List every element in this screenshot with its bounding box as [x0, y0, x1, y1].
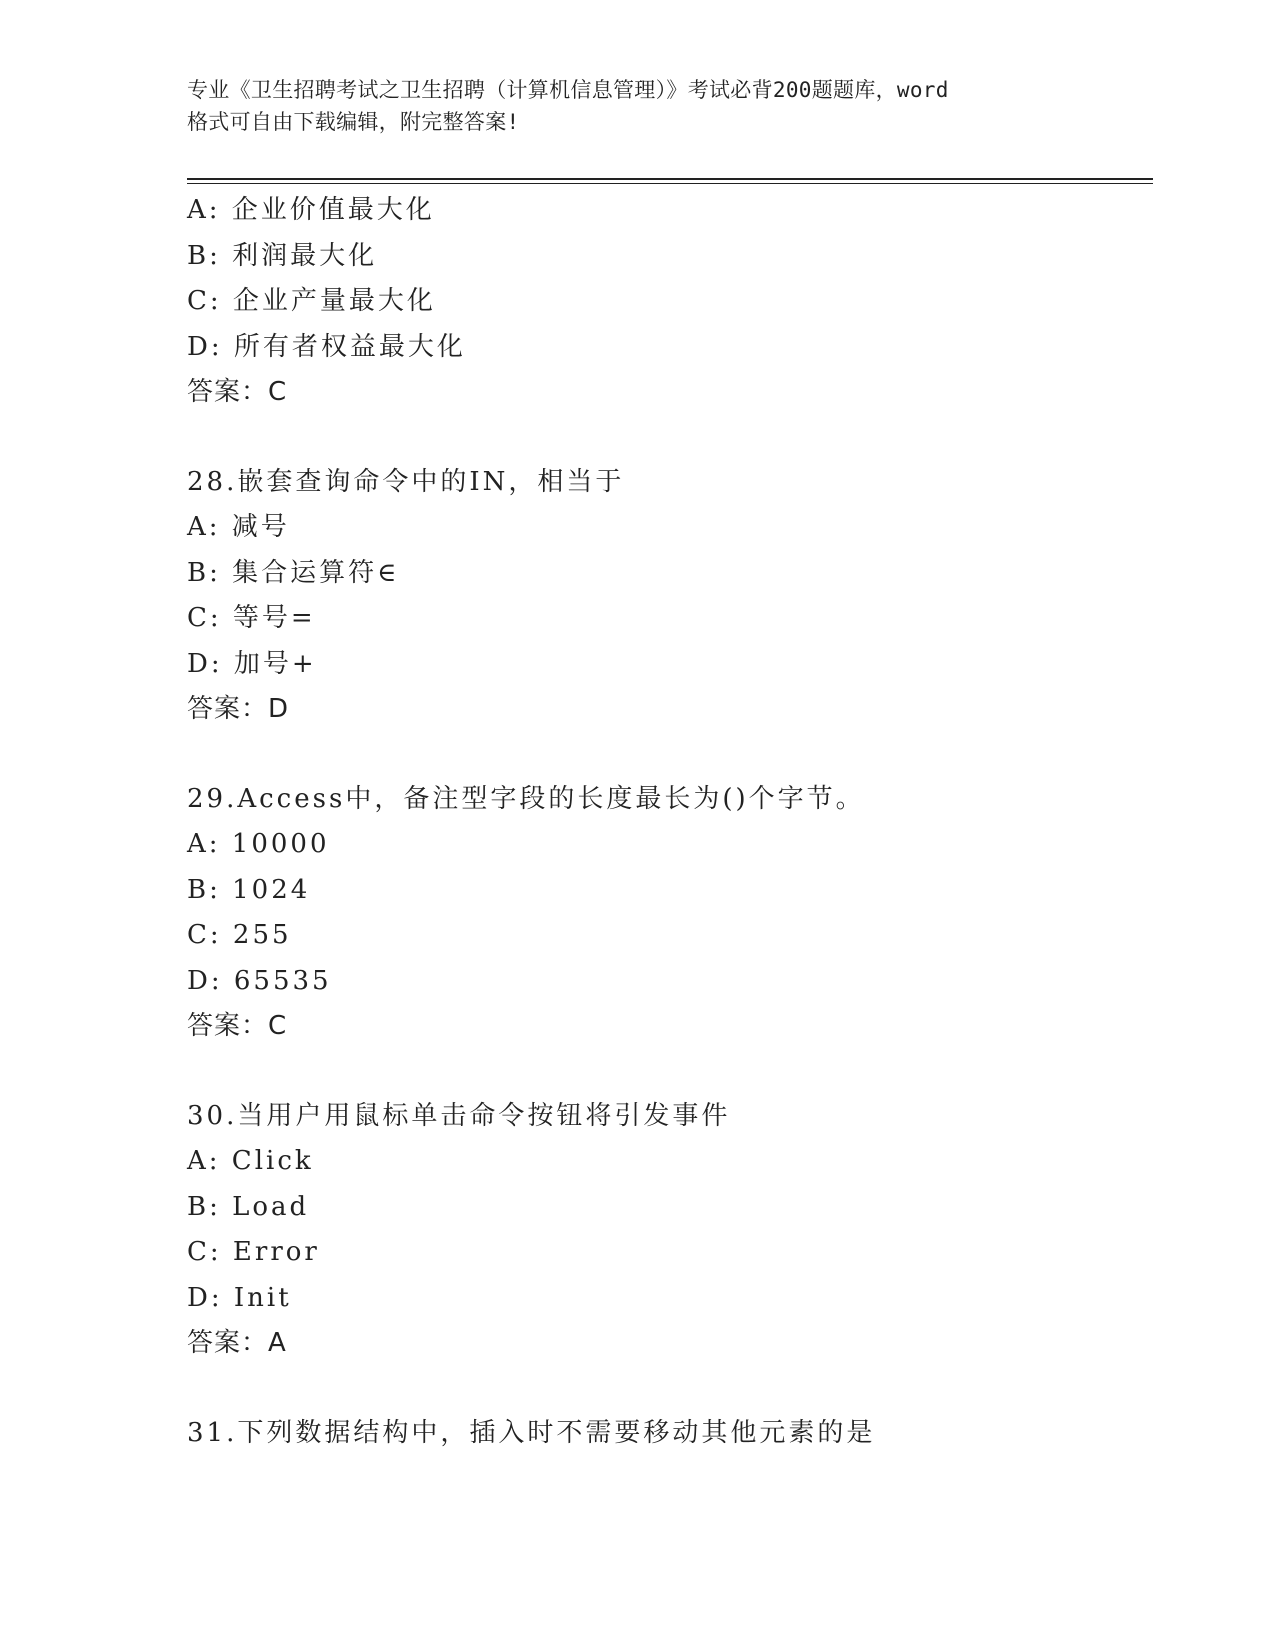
option-a: A: 企业价值最大化 — [187, 195, 435, 225]
option-c: C: 255 — [187, 920, 292, 950]
question-block — [187, 777, 1147, 1050]
option-c: C: Error — [187, 1237, 320, 1267]
question-block — [187, 1411, 1147, 1457]
option-d: D: 加号+ — [187, 648, 317, 679]
option-c: C: 等号= — [187, 603, 316, 633]
answer-line: 答案：A — [187, 1328, 287, 1358]
question-text: 30.当用户用鼠标单击命令按钮将引发事件 — [187, 1100, 731, 1131]
header-line-2: 格式可自由下载编辑，附完整答案! — [187, 110, 520, 134]
option-b: B: 1024 — [187, 874, 311, 905]
question-text: 28.嵌套查询命令中的IN，相当于 — [187, 466, 625, 497]
option-b: B: 利润最大化 — [187, 240, 378, 271]
question-block — [187, 460, 1147, 733]
header-divider-thin — [187, 183, 1153, 184]
answer-line: 答案：C — [187, 377, 288, 407]
question-text: 29.Access中，备注型字段的长度最长为()个字节。 — [187, 783, 865, 814]
question-list — [187, 188, 1147, 1456]
option-b: B: Load — [187, 1191, 310, 1222]
document-header — [187, 74, 1087, 138]
answer-line: 答案：D — [187, 694, 290, 724]
option-a: A: 减号 — [187, 512, 290, 542]
option-d: D: 65535 — [187, 965, 332, 996]
option-c: C: 企业产量最大化 — [187, 286, 436, 316]
question-block — [187, 188, 1147, 416]
question-block — [187, 1094, 1147, 1367]
header-line-1: 专业《卫生招聘考试之卫生招聘（计算机信息管理）》考试必背200题题库，word — [187, 78, 949, 102]
option-d: D: 所有者权益最大化 — [187, 331, 466, 362]
question-text: 31.下列数据结构中，插入时不需要移动其他元素的是 — [187, 1417, 876, 1448]
option-a: A: 10000 — [187, 829, 330, 859]
option-d: D: Init — [187, 1282, 292, 1313]
header-divider-thick — [187, 178, 1153, 180]
option-a: A: Click — [187, 1146, 314, 1176]
answer-line: 答案：C — [187, 1011, 288, 1041]
option-b: B: 集合运算符∈ — [187, 557, 400, 588]
